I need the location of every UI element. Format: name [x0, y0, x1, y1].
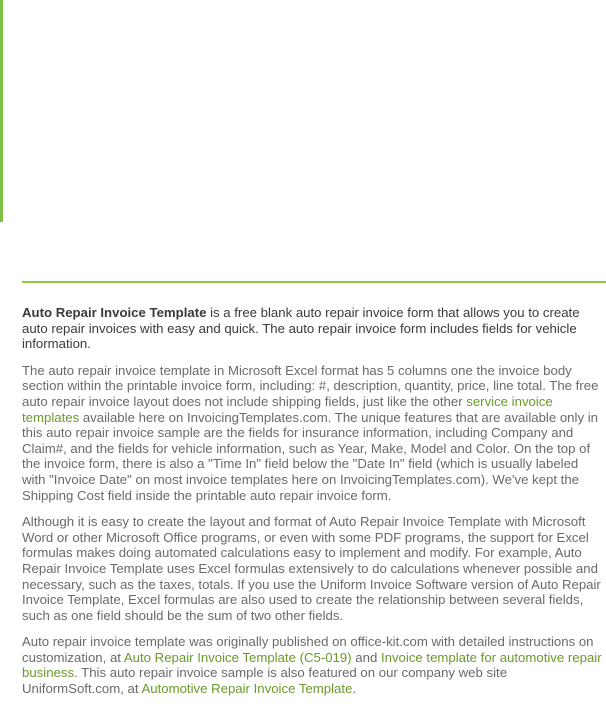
- formulas-text: Although it is easy to create the layout and format of Auto Repair Invoice Template with Microsoft Word or other Microsoft Office programs, or even with some PDF programs, the support for Excel formulas makes doing automated calculations easy to implement and modify. For example, Auto Repair Invoice Template uses Excel formulas extensively to do calculations whenever possible and necessary, such as the taxes, totals. If you use the Uniform Invoice Software version of Auto Repair Invoice Template, Excel formulas are also used to create the relationship between several fields, such as one field should be the sum of two other fields.: [22, 514, 601, 623]
- paragraph-intro: [22, 305, 602, 352]
- origin-text-1: Auto repair invoice template was originally published on office-kit.com with detailed instructions on customization, at: [22, 634, 594, 665]
- link-auto-repair-invoice-template-c5-019[interactable]: Auto Repair Invoice Template (C5-019): [123, 649, 352, 665]
- features-text-2: available here on InvoicingTemplates.com. The unique features that are available only in this auto repair invoice sample are the fields for insurance information, including Company and Claim#, and the fields for vehicle information, such as Year, Make, Model and Color. On the top of the invoice form, there is also a "Time In" field below the "Date In" field (which is usually labeled with "Invoice Date" on most invoice templates here on InvoicingTemplates.com). We've kept the Shipping Cost field inside the printable auto repair invoice form.: [22, 409, 598, 503]
- section-divider: [22, 281, 606, 283]
- paragraph-features: [22, 363, 602, 503]
- origin-text-2: and: [351, 649, 381, 665]
- article-body: [22, 305, 602, 708]
- features-text-1: The auto repair invoice template in Microsoft Excel format has 5 columns one the invoice body section within the printable invoice form, including: #, description, quantity, price, line total. The free auto repair invoice layout does not include shipping fields, just like the other: [22, 362, 599, 409]
- paragraph-origin: [22, 634, 602, 696]
- intro-bold-title: Auto Repair Invoice Template: [22, 305, 207, 320]
- link-invoice-template-automotive-repair[interactable]: Invoice template for automotive repair business: [22, 649, 602, 681]
- link-automotive-repair-invoice-template[interactable]: Automotive Repair Invoice Template: [141, 681, 353, 697]
- paragraph-formulas: [22, 514, 602, 623]
- origin-text-4: .: [352, 681, 357, 697]
- origin-text-3: . This auto repair invoice sample is also featured on our company web site UniformSoft.com, at: [22, 665, 508, 697]
- left-accent-bar: [0, 0, 3, 222]
- intro-text: is a free blank auto repair invoice form that allows you to create auto repair invoices with easy and quick. The auto repair invoice form includes fields for vehicle information.: [22, 305, 580, 352]
- link-service-invoice-templates[interactable]: service invoice templates: [22, 393, 553, 425]
